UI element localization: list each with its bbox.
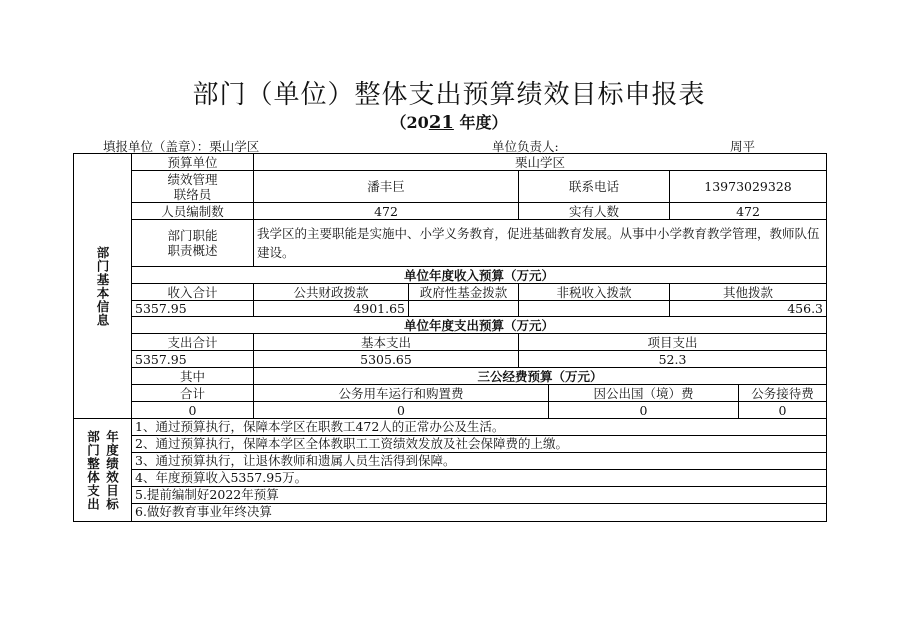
budget-unit-value: 栗山学区 xyxy=(254,154,827,171)
duty-text: 我学区的主要职能是实施中、小学义务教育，促进基础教育发展。从事中小学教育教学管理，教师队伍建设。 xyxy=(254,220,827,267)
budget-unit-label: 预算单位 xyxy=(132,154,254,171)
three-abroad-value: 0 xyxy=(549,402,739,419)
goal-item: 2、通过预算执行，保障本学区全体教职工工资绩效发放及社会保障费的上缴。 xyxy=(132,436,826,453)
expense-col-total: 支出合计 xyxy=(132,334,254,351)
income-col-fund: 政府性基金拨款 xyxy=(409,284,519,301)
staff-quota-label: 人员编制数 xyxy=(132,203,254,220)
actual-staff-label: 实有人数 xyxy=(519,203,670,220)
income-other-value: 456.3 xyxy=(670,301,827,317)
year-subtitle xyxy=(0,110,898,133)
three-col-total: 合计 xyxy=(132,385,254,402)
income-col-total: 收入合计 xyxy=(132,284,254,301)
subtitle-prefix: （20 xyxy=(390,113,429,132)
income-nontax-value xyxy=(519,301,670,317)
goal-item: 5.提前编制好2022年预算 xyxy=(132,487,826,504)
income-total-value: 5357.95 xyxy=(132,301,254,317)
income-col-other: 其他拨款 xyxy=(670,284,827,301)
income-col-public: 公共财政拨款 xyxy=(254,284,409,301)
subtitle-suffix: 年度） xyxy=(453,113,508,132)
performance-form-table xyxy=(73,153,827,522)
income-public-value: 4901.65 xyxy=(254,301,409,317)
three-costs-prefix: 其中 xyxy=(132,368,254,385)
expense-header: 单位年度支出预算（万元） xyxy=(132,317,827,334)
section-goals xyxy=(74,419,132,522)
three-total-value: 0 xyxy=(132,402,254,419)
filling-unit: 填报单位（盖章）：栗山学区 xyxy=(103,139,260,154)
goals-list xyxy=(132,419,827,522)
goal-item: 1、通过预算执行，保障本学区在职教工472人的正常办公及生活。 xyxy=(132,419,826,436)
expense-col-basic: 基本支出 xyxy=(254,334,519,351)
staff-quota-value: 472 xyxy=(254,203,519,220)
page-title: 部门（单位）整体支出预算绩效目标申报表 xyxy=(192,80,706,110)
three-vehicle-value: 0 xyxy=(254,402,549,419)
unit-leader-name: 周平 xyxy=(730,139,756,154)
goal-item: 4、年度预算收入5357.95万。 xyxy=(132,470,826,487)
unit-leader-label: 单位负责人: xyxy=(492,139,559,154)
expense-project-value: 52.3 xyxy=(519,351,827,368)
duty-label: 部门职能 职责概述 xyxy=(132,220,254,267)
expense-total-value: 5357.95 xyxy=(132,351,254,368)
three-col-vehicle: 公务用车运行和购置费 xyxy=(254,385,549,402)
contact-label: 绩效管理 联络员 xyxy=(132,171,254,203)
goals-label-annual: 年度绩效目标 xyxy=(104,429,120,511)
income-fund-value xyxy=(409,301,519,317)
goals-label-dept: 部门整体支出 xyxy=(85,429,101,511)
phone-label: 联系电话 xyxy=(519,171,670,203)
income-col-nontax: 非税收入拨款 xyxy=(519,284,670,301)
contact-value: 潘丰巨 xyxy=(254,171,519,203)
expense-col-project: 项目支出 xyxy=(519,334,827,351)
three-col-abroad: 因公出国（境）费 xyxy=(549,385,739,402)
expense-basic-value: 5305.65 xyxy=(254,351,519,368)
three-reception-value: 0 xyxy=(739,402,827,419)
three-col-reception: 公务接待费 xyxy=(739,385,827,402)
goal-item: 6.做好教育事业年终决算 xyxy=(135,504,272,519)
section-basic-info: 部门基本信息 xyxy=(74,154,132,419)
three-costs-header: 三公经费预算（万元） xyxy=(254,368,827,385)
subtitle-year: 21 xyxy=(428,112,454,133)
actual-staff-value: 472 xyxy=(670,203,827,220)
phone-value: 13973029328 xyxy=(670,171,827,203)
income-header: 单位年度收入预算（万元） xyxy=(132,267,827,284)
goal-item: 3、通过预算执行，让退休教师和遗属人员生活得到保障。 xyxy=(132,453,826,470)
